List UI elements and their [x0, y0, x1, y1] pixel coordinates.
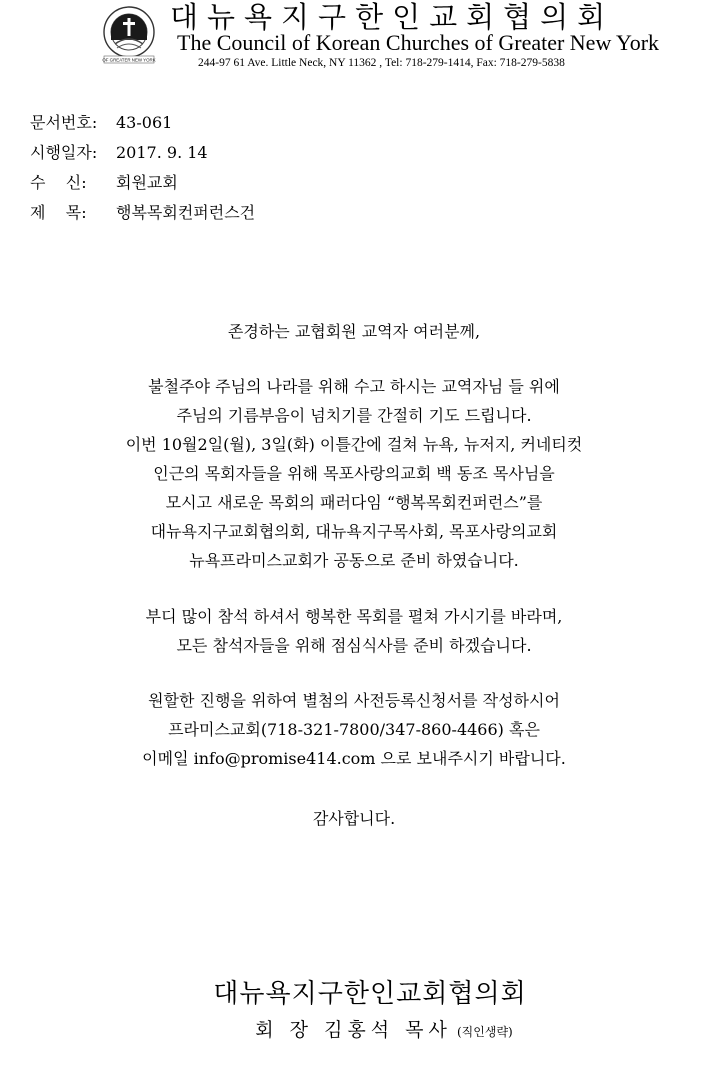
- meta-value: 43-061: [116, 113, 173, 132]
- seal-omitted-note: (직인생략): [456, 1025, 513, 1039]
- body-line: 모든 참석자들을 위해 점심식사를 준비 하겠습니다.: [176, 636, 532, 655]
- letterhead: [0, 0, 708, 80]
- council-logo-icon: [98, 4, 160, 66]
- meta-label: 시행일자:: [30, 143, 98, 162]
- meta-value: 2017. 9. 14: [116, 143, 208, 162]
- meta-recipient: [30, 168, 255, 198]
- body-line: 이번 10월2일(월), 3일(화) 이틀간에 걸쳐 뉴욕, 뉴저지, 커네티컷: [125, 435, 583, 454]
- meta-value: 회원교회: [116, 173, 178, 192]
- signature-name-row: [0, 1015, 708, 1047]
- meta-issue-date: [30, 138, 255, 168]
- body-line: 뉴욕프라미스교회가 공동으로 준비 하였습니다.: [189, 551, 519, 570]
- request-paragraph: [0, 602, 708, 660]
- contact-paragraph: [0, 686, 708, 773]
- closing-line: 감사합니다.: [312, 809, 396, 828]
- document-meta: [30, 108, 255, 228]
- main-paragraph: [0, 372, 708, 575]
- body-line: 모시고 새로운 목회의 패러다임 “행복목회컨퍼런스”를: [165, 493, 543, 512]
- greeting-paragraph: [0, 317, 708, 346]
- body-line: 불철주야 주님의 나라를 위해 수고 하시는 교역자님 들 위에: [148, 377, 560, 396]
- signature-org: 대뉴욕지구한인교회협의회: [213, 979, 527, 1009]
- meta-label: 제 목:: [30, 203, 87, 222]
- meta-label: 문서번호:: [30, 113, 98, 132]
- body-line: 부디 많이 참석 하셔서 행복한 목회를 펼쳐 가시기를 바라며,: [145, 607, 563, 626]
- body-line: 원할한 진행을 위하여 별첨의 사전등록신청서를 작성하시어: [148, 691, 560, 710]
- body-line: 주님의 기름부음이 넘치기를 간절히 기도 드립니다.: [176, 406, 532, 425]
- meta-value: 행복목회컨퍼런스건: [116, 203, 256, 222]
- org-address: 244-97 61 Ave. Little Neck, NY 11362 , Tel: 718-279-1414, Fax: 718-279-5838: [198, 57, 565, 69]
- closing-paragraph: [0, 804, 708, 833]
- body-line: 프라미스교회(718-321-7800/347-860-4466) 혹은: [168, 720, 540, 739]
- greeting-line: 존경하는 교협회원 교역자 여러분께,: [227, 322, 481, 341]
- body-line: 대뉴욕지구교회협의회, 대뉴욕지구목사회, 목포사랑의교회: [150, 522, 558, 541]
- body-line: 인근의 목회자들을 위해 목포사랑의교회 백 동조 목사님을: [153, 464, 555, 483]
- letter-body: [0, 317, 708, 833]
- org-name-korean: 대뉴욕지구한인교회협의회: [170, 0, 615, 34]
- org-name-english: The Council of Korean Churches of Greater New York: [177, 30, 660, 55]
- meta-label: 수 신:: [30, 173, 87, 192]
- signature-block: [0, 975, 708, 1047]
- signature-name: 회 장 김홍석 목사: [255, 1019, 452, 1041]
- meta-document-number: [30, 108, 255, 138]
- meta-subject: [30, 198, 255, 228]
- svg-text:OF GREATER NEW YORK: OF GREATER NEW YORK: [102, 57, 156, 63]
- body-line: 이메일 info@promise414.com 으로 보내주시기 바랍니다.: [142, 749, 566, 768]
